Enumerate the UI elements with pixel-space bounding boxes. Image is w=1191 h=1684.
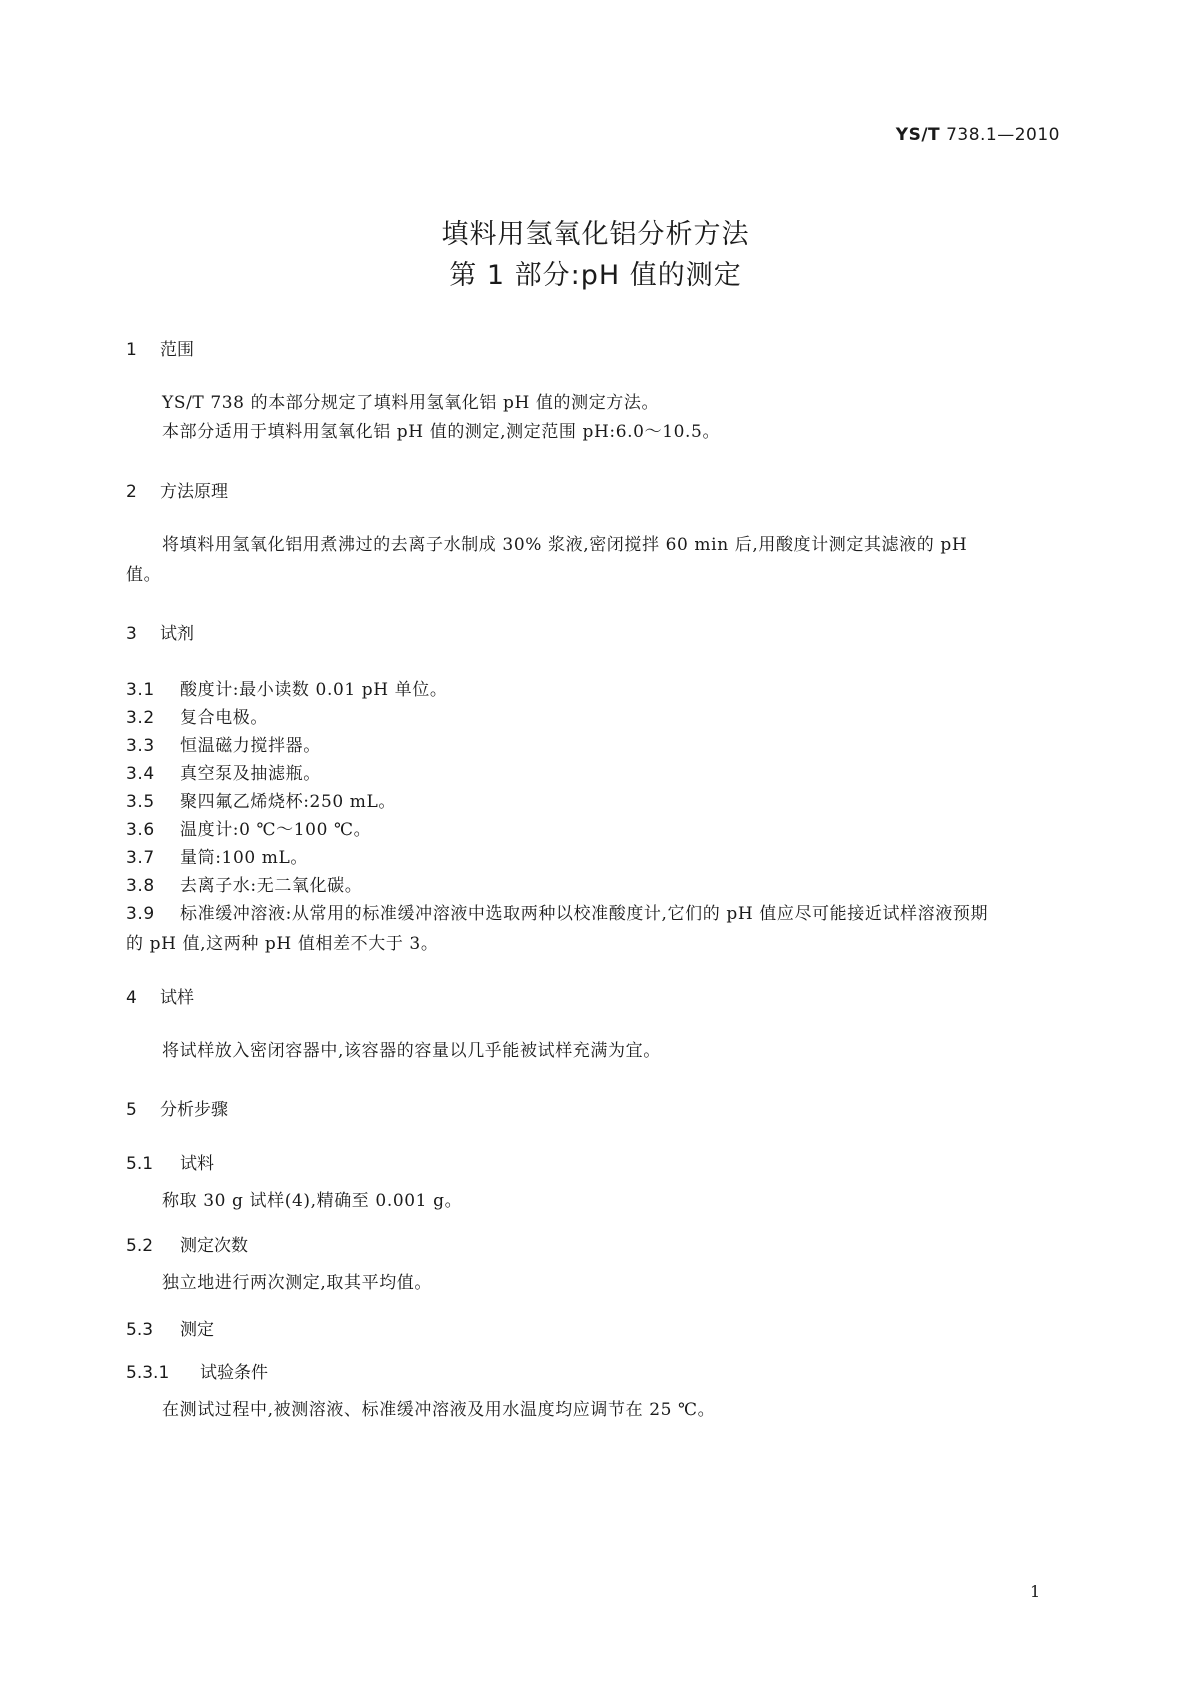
section-number: 1 xyxy=(126,340,137,360)
subsection-number: 5.2 xyxy=(126,1236,154,1256)
standard-prefix: YS/T xyxy=(895,125,941,145)
page-number: 1 xyxy=(1030,1582,1041,1601)
item-text: 聚四氟乙烯烧杯:250 mL。 xyxy=(180,792,396,812)
item-number: 3.1 xyxy=(126,680,155,700)
reagent-item xyxy=(126,759,321,784)
subsection-title: 测定 xyxy=(180,1320,214,1340)
subsection-5-3-heading xyxy=(126,1315,214,1340)
section-4-paragraph-1: 将试样放入密闭容器中,该容器的容量以几乎能被试样充满为宜。 xyxy=(162,1041,661,1061)
subsection-number: 5.3 xyxy=(126,1320,154,1340)
section-5-heading xyxy=(126,1095,228,1120)
item-number: 3.4 xyxy=(126,764,155,784)
item-text: 复合电极。 xyxy=(180,708,268,728)
reagent-item xyxy=(126,731,321,756)
item-number: 3.7 xyxy=(126,848,155,868)
subsection-5-2-heading xyxy=(126,1231,248,1256)
section-1-paragraph-1: YS/T 738 的本部分规定了填料用氢氧化铝 pH 值的测定方法。 xyxy=(162,393,660,413)
section-1-paragraph-2: 本部分适用于填料用氢氧化铝 pH 值的测定,测定范围 pH:6.0～10.5。 xyxy=(162,422,721,442)
section-2-heading xyxy=(126,477,228,502)
item-text: 恒温磁力搅拌器。 xyxy=(180,736,321,756)
subsection-number: 5.1 xyxy=(126,1154,154,1174)
standard-number: 738.1—2010 xyxy=(946,125,1060,145)
subsection-5-3-1-heading xyxy=(126,1358,268,1383)
subsection-number: 5.3.1 xyxy=(126,1363,170,1383)
section-title: 试样 xyxy=(160,988,194,1008)
section-title: 方法原理 xyxy=(160,482,228,502)
item-text: 酸度计:最小读数 0.01 pH 单位。 xyxy=(180,680,448,700)
reagent-item xyxy=(126,787,396,812)
subsection-5-1-paragraph: 称取 30 g 试样(4),精确至 0.001 g。 xyxy=(162,1191,463,1211)
subsection-5-3-1-paragraph: 在测试过程中,被测溶液、标准缓冲溶液及用水温度均应调节在 25 ℃。 xyxy=(162,1400,716,1420)
section-1-heading xyxy=(126,335,194,360)
item-text: 真空泵及抽滤瓶。 xyxy=(180,764,321,784)
subsection-5-1-heading xyxy=(126,1149,214,1174)
section-title: 试剂 xyxy=(160,624,194,644)
section-number: 2 xyxy=(126,482,137,502)
reagent-item xyxy=(126,843,308,868)
subsection-title: 试验条件 xyxy=(200,1363,268,1383)
section-number: 3 xyxy=(126,624,137,644)
section-title: 范围 xyxy=(160,340,194,360)
item-text: 温度计:0 ℃～100 ℃。 xyxy=(180,820,372,840)
section-number: 5 xyxy=(126,1100,137,1120)
item-number: 3.8 xyxy=(126,876,155,896)
document-title-line2: 第 1 部分:pH 值的测定 xyxy=(449,260,742,291)
item-number: 3.3 xyxy=(126,736,155,756)
section-2-paragraph-1: 将填料用氢氧化铝用煮沸过的去离子水制成 30% 浆液,密闭搅拌 60 min 后,用酸度计测定其滤液的 pH 值。 xyxy=(126,535,968,585)
reagent-item xyxy=(126,675,448,700)
section-4-heading xyxy=(126,983,194,1008)
section-number: 4 xyxy=(126,988,137,1008)
item-number: 3.9 xyxy=(126,904,155,924)
reagent-item xyxy=(126,899,996,959)
item-number: 3.2 xyxy=(126,708,155,728)
section-title: 分析步骤 xyxy=(160,1100,228,1120)
item-text: 量筒:100 mL。 xyxy=(180,848,308,868)
reagent-item xyxy=(126,871,362,896)
reagent-item xyxy=(126,703,268,728)
item-text: 去离子水:无二氧化碳。 xyxy=(180,876,363,896)
standard-code xyxy=(896,125,1060,145)
item-text: 标准缓冲溶液:从常用的标准缓冲溶液中选取两种以校准酸度计,它们的 pH 值应尽可能接近试样溶液预期的 pH 值,这两种 pH 值相差不大于 3。 xyxy=(126,904,989,954)
item-number: 3.6 xyxy=(126,820,155,840)
subsection-5-2-paragraph: 独立地进行两次测定,取其平均值。 xyxy=(162,1273,433,1293)
subsection-title: 测定次数 xyxy=(180,1236,248,1256)
document-title-line1: 填料用氢氧化铝分析方法 xyxy=(441,219,750,250)
subsection-title: 试料 xyxy=(180,1154,214,1174)
reagent-item xyxy=(126,815,371,840)
item-number: 3.5 xyxy=(126,792,155,812)
section-3-heading xyxy=(126,619,194,644)
